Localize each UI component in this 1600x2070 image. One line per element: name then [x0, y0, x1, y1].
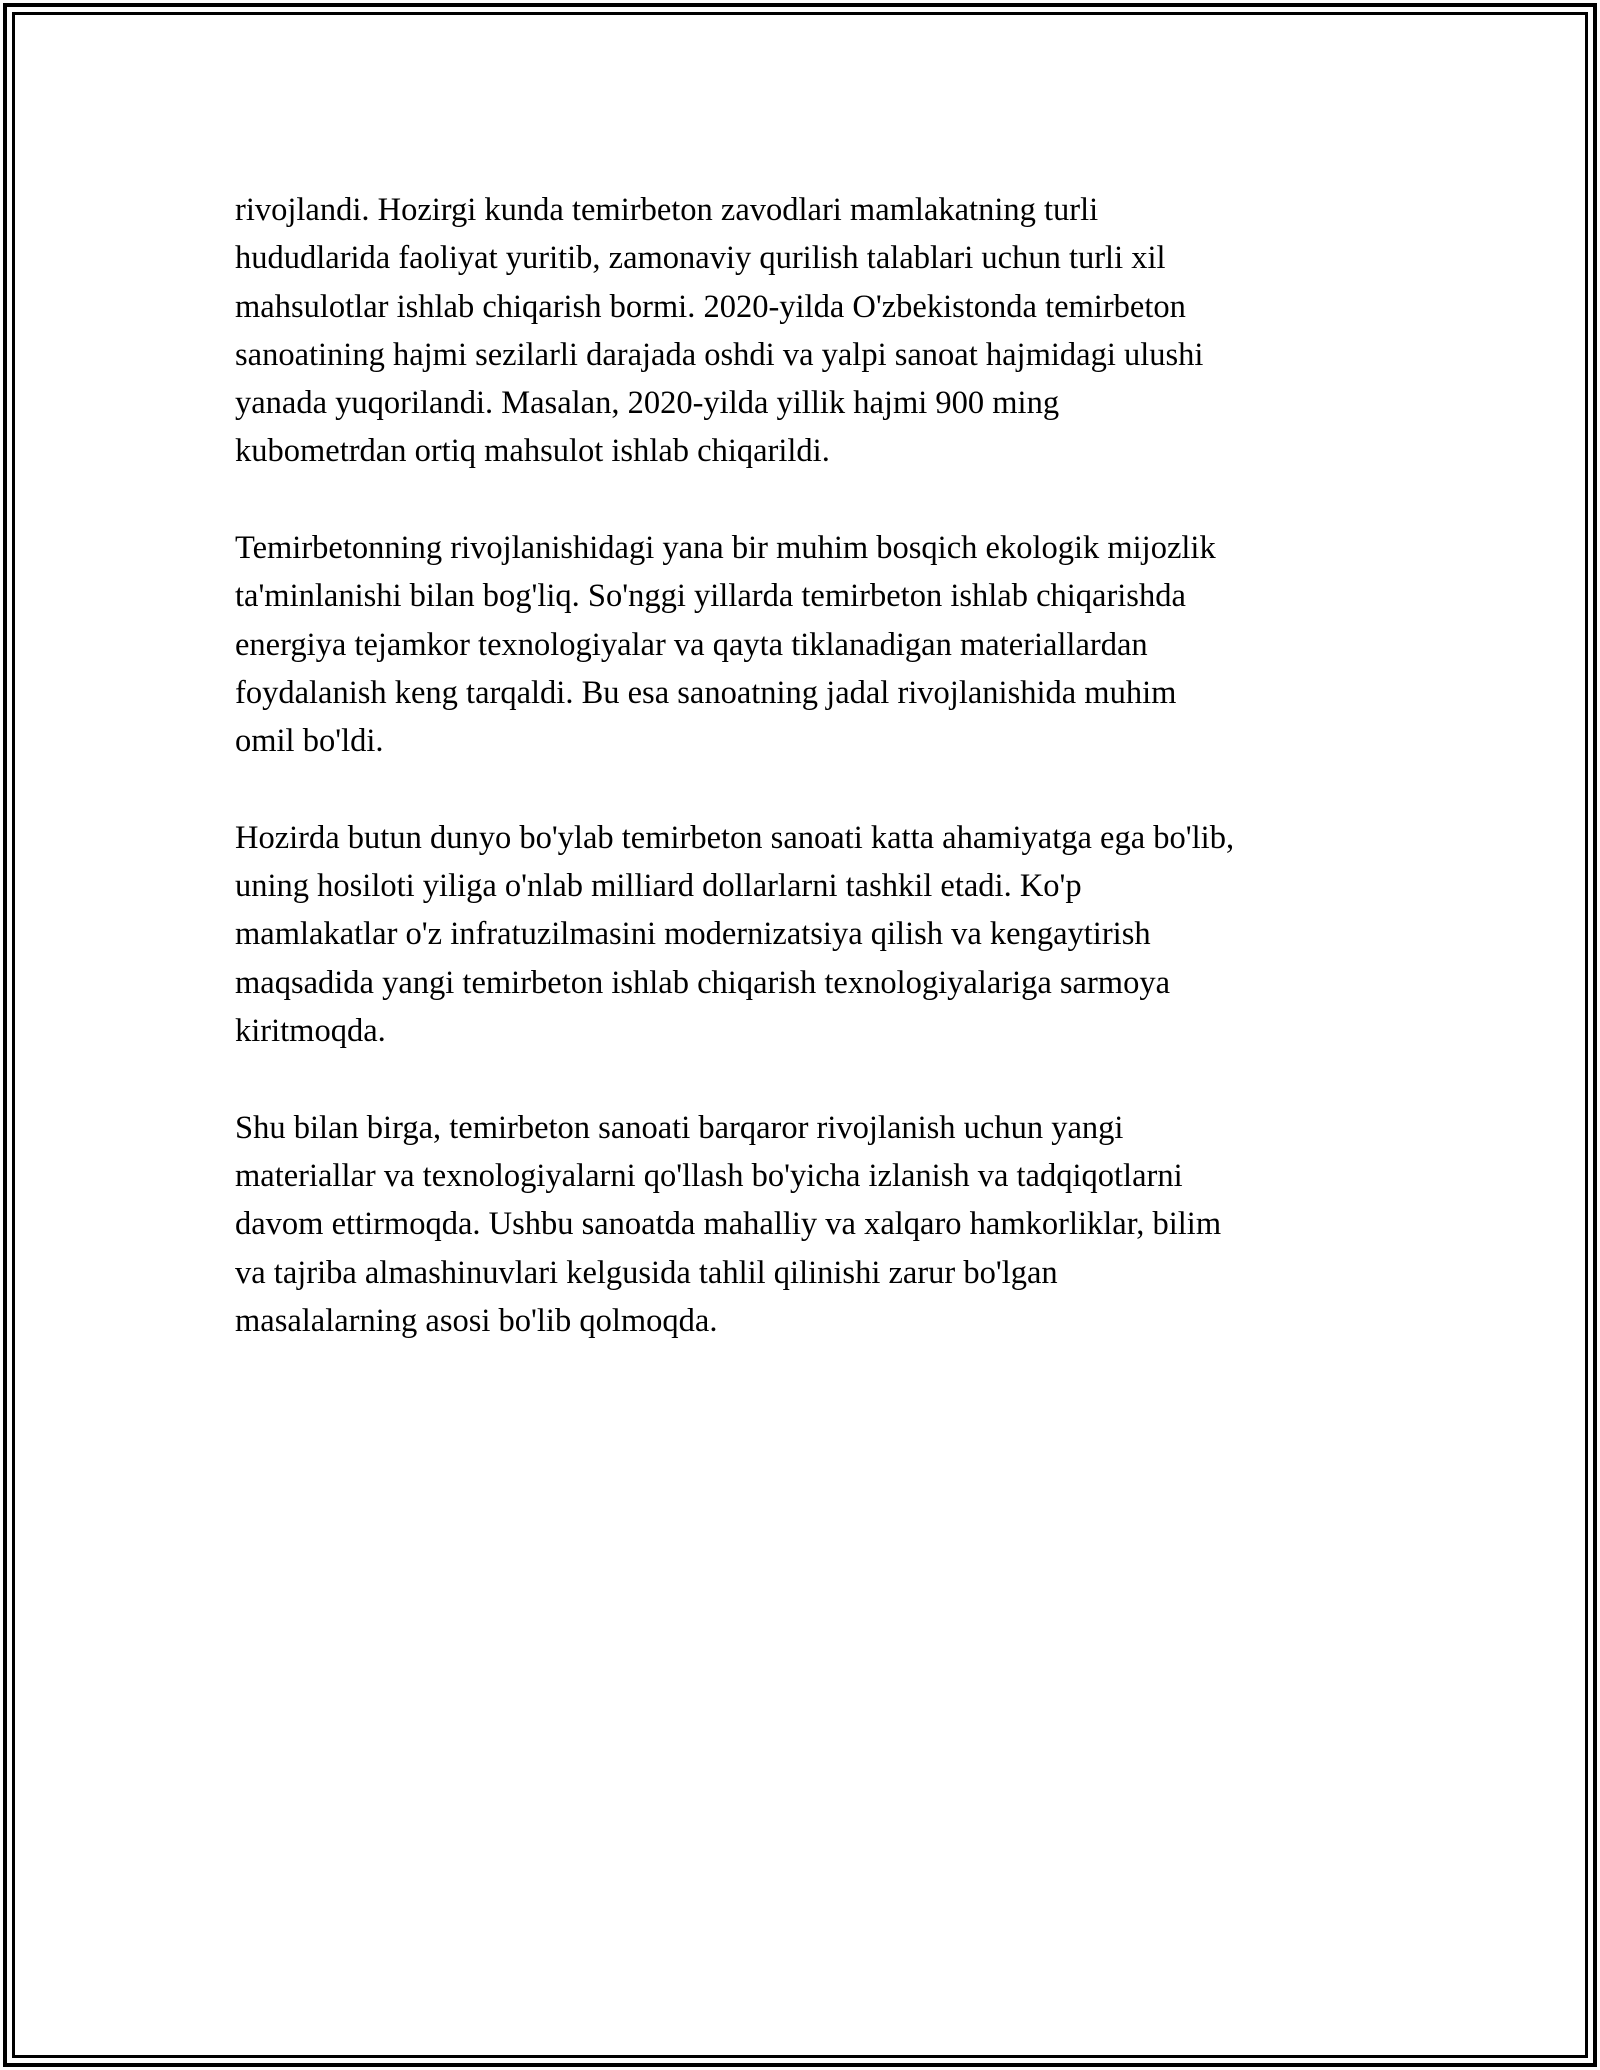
paragraph-1	[235, 186, 1385, 476]
paragraph-line: maqsadida yangi temirbeton ishlab chiqarish texnologiyalariga sarmoya	[235, 964, 1171, 1001]
paragraph-line: Hozirda butun dunyo bo'ylab temirbeton sanoati katta ahamiyatga ega bo'lib,	[235, 819, 1235, 856]
paragraph-line: Temirbetonning rivojlanishidagi yana bir muhim bosqich ekologik mijozlik	[235, 530, 1216, 567]
paragraph-3	[235, 814, 1385, 1055]
paragraph-line: kubometrdan ortiq mahsulot ishlab chiqarildi.	[235, 433, 830, 470]
paragraph-line: rivojlandi. Hozirgi kunda temirbeton zavodlari mamlakatning turli	[235, 192, 1099, 228]
paragraph-line: kiritmoqda.	[235, 1013, 386, 1050]
paragraph-line: foydalanish keng tarqaldi. Bu esa sanoatning jadal rivojlanishida muhim	[235, 674, 1177, 711]
paragraph-line: ta'minlanishi bilan bog'liq. So'nggi yillarda temirbeton ishlab chiqarishda	[235, 578, 1186, 615]
paragraph-line: sanoatining hajmi sezilarli darajada oshdi va yalpi sanoat hajmidagi ulushi	[235, 336, 1204, 373]
paragraph-line: materiallar va texnologiyalarni qo'llash bo'yicha izlanish va tadqiqotlarni	[235, 1157, 1183, 1194]
paragraph-4	[235, 1104, 1385, 1345]
document-body	[235, 186, 1385, 1345]
paragraph-line: hududlarida faoliyat yuritib, zamonaviy qurilish talablari uchun turli xil	[235, 240, 1166, 277]
paragraph-line: omil bo'ldi.	[235, 723, 384, 760]
paragraph-line: davom ettirmoqda. Ushbu sanoatda mahalliy va xalqaro hamkorliklar, bilim	[235, 1206, 1222, 1243]
paragraph-line: yanada yuqorilandi. Masalan, 2020-yilda yillik hajmi 900 ming	[235, 385, 1060, 422]
paragraph-line: mahsulotlar ishlab chiqarish bormi. 2020-yilda O'zbekistonda temirbeton	[235, 288, 1186, 325]
paragraph-line: energiya tejamkor texnologiyalar va qayta tiklanadigan materiallardan	[235, 626, 1148, 663]
paragraph-line: uning hosiloti yiliga o'nlab milliard dollarlarni tashkil etadi. Ko'p	[235, 868, 1082, 905]
paragraph-line: masalalarning asosi bo'lib qolmoqda.	[235, 1302, 718, 1339]
paragraph-line: va tajriba almashinuvlari kelgusida tahlil qilinishi zarur bo'lgan	[235, 1254, 1058, 1291]
paragraph-line: Shu bilan birga, temirbeton sanoati barqaror rivojlanish uchun yangi	[235, 1109, 1124, 1146]
paragraph-line: mamlakatlar o'z infratuzilmasini modernizatsiya qilish va kengaytirish	[235, 916, 1151, 953]
paragraph-2	[235, 524, 1385, 765]
